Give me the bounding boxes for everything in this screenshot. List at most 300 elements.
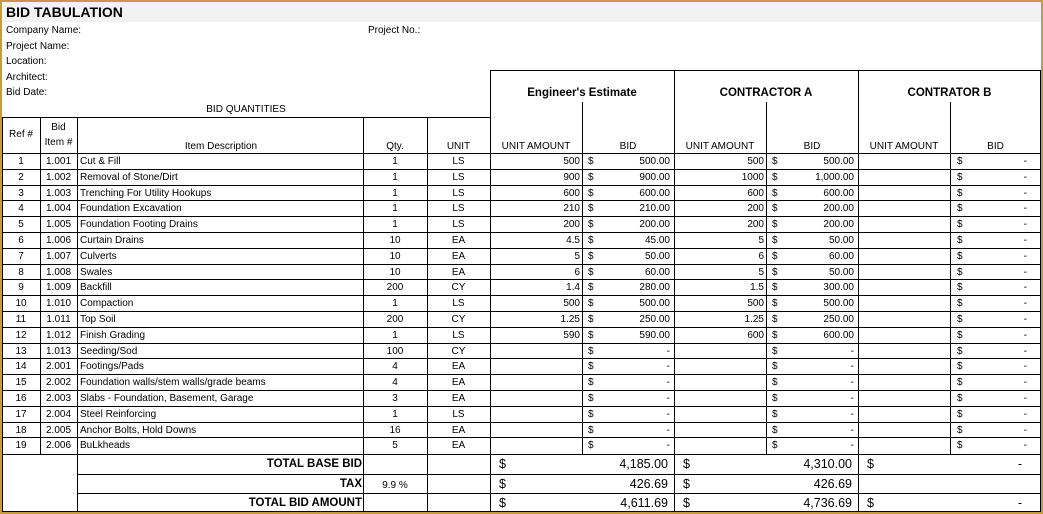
grid-line-v — [674, 70, 675, 512]
unit-cell: EA — [451, 440, 466, 452]
grid-line-h — [2, 295, 1041, 296]
ref-number: 18 — [15, 424, 27, 436]
ref-number: 16 — [15, 393, 27, 404]
bid-item-number: 1.012 — [45, 329, 72, 341]
unit-cell: CY — [451, 345, 466, 357]
b-bid-amount: - — [1023, 187, 1027, 199]
b-bid-amount: - — [1023, 219, 1027, 231]
eng-bid-amount: - — [666, 361, 670, 373]
currency-symbol: $ — [588, 156, 594, 167]
project-no-label: Project No.: — [368, 25, 421, 36]
eng-bid-header: BID — [619, 141, 637, 152]
item-description: Footings/Pads — [80, 361, 144, 373]
currency-symbol: $ — [772, 408, 778, 420]
item-description: Seeding/Sod — [80, 345, 138, 357]
currency-symbol: $ — [772, 361, 778, 373]
item-description: Backfill — [80, 282, 112, 294]
item-description: Steel Reinforcing — [80, 408, 157, 420]
currency-symbol: $ — [957, 219, 963, 231]
item-description: Cut & Fill — [80, 156, 121, 167]
eng-unit-amount: 900 — [563, 171, 580, 183]
currency-symbol: $ — [957, 440, 963, 452]
group-header: CONTRACTOR A — [719, 87, 813, 99]
qty-cell: 1 — [392, 219, 398, 231]
group-header: CONTRATOR B — [907, 87, 992, 99]
eng-bid-amount: - — [666, 393, 670, 404]
grid-line-h — [2, 169, 1041, 170]
unit-cell: CY — [451, 282, 466, 294]
currency-symbol: $ — [588, 266, 594, 278]
item-description: Top Soil — [80, 314, 116, 325]
unit-cell: EA — [451, 424, 466, 436]
grid-line-v — [2, 117, 3, 512]
header-field-label: Architect: — [6, 71, 48, 83]
item-description: Curtain Drains — [80, 235, 144, 246]
a-bid-amount: 600.00 — [823, 187, 854, 199]
currency-symbol: $ — [588, 424, 594, 436]
unit-cell: LS — [452, 187, 465, 199]
grid-line-h — [2, 406, 1041, 407]
b-bid-amount: - — [1023, 345, 1027, 357]
grid-line-v — [77, 117, 78, 512]
bid-item-number: 2.001 — [45, 361, 72, 373]
group-header: Engineer's Estimate — [527, 87, 637, 99]
eng-unit-amount: 500 — [563, 298, 580, 310]
a-unit-amount-header: UNIT AMOUNT — [685, 141, 755, 152]
a-bid-amount: 500.00 — [823, 298, 854, 310]
bid-item-number: 1.004 — [45, 203, 72, 215]
grid-line-h — [77, 474, 1041, 475]
item-description: Foundation Footing Drains — [80, 219, 198, 231]
eng-bid-amount: 500.00 — [639, 156, 670, 167]
unit-cell: EA — [451, 377, 466, 389]
eng-unit-amount: 590 — [563, 329, 580, 341]
b-bid-amount: - — [1023, 203, 1027, 215]
qty-cell: 1 — [392, 187, 398, 199]
item-description: Removal of Stone/Dirt — [80, 171, 178, 183]
ref-number: 8 — [18, 266, 24, 278]
ref-number: 4 — [18, 203, 24, 215]
item-description: Finish Grading — [80, 329, 146, 341]
a-bid-amount: 200.00 — [823, 219, 854, 231]
bid-quantities-label: BID QUANTITIES — [206, 104, 286, 115]
eng-bid-amount: - — [666, 377, 670, 389]
header-field-label: Location: — [6, 56, 47, 67]
currency-symbol: $ — [772, 203, 778, 215]
unit-cell: LS — [452, 171, 465, 183]
b-bid-amount: - — [1023, 377, 1027, 389]
bid-item-number: 1.007 — [45, 250, 72, 262]
a-bid-amount: 50.00 — [828, 235, 854, 246]
total-base-bid-label: TOTAL BASE BID — [266, 458, 362, 470]
item-description: Swales — [80, 266, 113, 278]
unit-cell: LS — [452, 408, 465, 420]
bid-item-number: 2.004 — [45, 408, 72, 420]
eng-bid-amount: 210.00 — [639, 203, 670, 215]
grid-line-h — [2, 248, 1041, 249]
ref-number: 6 — [18, 235, 24, 246]
a-unit-amount: 5 — [758, 266, 764, 278]
b-bid-amount: - — [1023, 266, 1027, 278]
currency-symbol: $ — [957, 329, 963, 341]
b-total-amount: - — [1017, 457, 1022, 471]
a-bid-amount: - — [850, 377, 854, 389]
eng-unit-amount: 6 — [574, 266, 580, 278]
eng-bid-amount: 250.00 — [639, 314, 670, 325]
a-bid-amount: - — [850, 408, 854, 420]
grid-line-h — [2, 264, 1041, 265]
ref-header: Ref # — [9, 129, 33, 140]
item-description: BuLkheads — [80, 440, 131, 452]
currency-symbol: $ — [772, 314, 778, 325]
a-unit-amount: 600 — [747, 329, 764, 341]
currency-symbol: $ — [772, 298, 778, 310]
eng-bid-amount: - — [666, 408, 670, 420]
currency-symbol: $ — [957, 266, 963, 278]
ref-number: 13 — [15, 345, 27, 357]
qty-cell: 4 — [392, 361, 398, 373]
currency-symbol: $ — [588, 345, 594, 357]
currency-symbol: $ — [588, 235, 594, 246]
a-unit-amount: 1000 — [741, 171, 764, 183]
eng-bid-amount: - — [666, 345, 670, 357]
grid-line-h — [2, 511, 1041, 512]
unit-cell: EA — [451, 250, 466, 262]
qty-cell: 10 — [389, 250, 401, 262]
a-bid-amount: - — [850, 345, 854, 357]
unit-cell: EA — [451, 393, 466, 404]
b-bid-amount: - — [1023, 393, 1027, 404]
a-total-amount: 426.69 — [813, 477, 852, 491]
currency-symbol: $ — [588, 361, 594, 373]
qty-cell: 10 — [389, 266, 401, 278]
currency-symbol: $ — [772, 377, 778, 389]
a-bid-amount: 250.00 — [823, 314, 854, 325]
unit-cell: LS — [452, 156, 465, 167]
grid-line-h — [2, 327, 1041, 328]
item-description: Slabs - Foundation, Basement, Garage — [80, 393, 254, 404]
a-unit-amount: 5 — [758, 235, 764, 246]
ref-number: 2 — [18, 171, 24, 183]
unit-cell: CY — [451, 314, 466, 325]
currency-symbol: $ — [772, 156, 778, 167]
b-bid-amount: - — [1023, 424, 1027, 436]
a-bid-amount: 600.00 — [823, 329, 854, 341]
unit-cell: EA — [451, 266, 466, 278]
eng-bid-amount: - — [666, 440, 670, 452]
currency-symbol: $ — [772, 345, 778, 357]
b-bid-amount: - — [1023, 235, 1027, 246]
eng-total-amount: 4,185.00 — [619, 457, 668, 471]
b-unit-amount-header: UNIT AMOUNT — [869, 141, 939, 152]
currency-symbol: $ — [588, 377, 594, 389]
grid-line-h — [2, 216, 1041, 217]
ref-number: 1 — [18, 156, 24, 167]
qty-cell: 10 — [389, 235, 401, 246]
eng-unit-amount: 210 — [563, 203, 580, 215]
b-bid-amount: - — [1023, 408, 1027, 420]
a-unit-amount: 200 — [747, 219, 764, 231]
item-description: Compaction — [80, 298, 134, 310]
currency-symbol: $ — [772, 266, 778, 278]
currency-symbol: $ — [683, 496, 690, 510]
b-bid-amount: - — [1023, 298, 1027, 310]
currency-symbol: $ — [588, 171, 594, 183]
currency-symbol: $ — [499, 496, 506, 510]
b-bid-amount: - — [1023, 156, 1027, 167]
a-bid-amount: - — [850, 393, 854, 404]
unit-cell: EA — [451, 235, 466, 246]
currency-symbol: $ — [957, 171, 963, 183]
eng-bid-amount: 60.00 — [644, 266, 670, 278]
a-unit-amount: 500 — [747, 298, 764, 310]
eng-bid-amount: 900.00 — [639, 171, 670, 183]
bid-item-number: 1.005 — [45, 219, 72, 231]
a-unit-amount: 6 — [758, 250, 764, 262]
currency-symbol: $ — [957, 298, 963, 310]
grid-line-h — [2, 454, 1041, 455]
currency-symbol: $ — [772, 440, 778, 452]
b-bid-amount: - — [1023, 440, 1027, 452]
currency-symbol: $ — [772, 393, 778, 404]
currency-symbol: $ — [588, 329, 594, 341]
item-description: Anchor Bolts, Hold Downs — [80, 424, 197, 436]
grid-line-v — [582, 102, 583, 454]
currency-symbol: $ — [683, 477, 690, 491]
qty-cell: 5 — [392, 440, 398, 452]
eng-bid-amount: - — [666, 424, 670, 436]
item-description: Culverts — [80, 250, 117, 262]
bid-item-header-line2: Item # — [44, 137, 73, 148]
unit-cell: LS — [452, 329, 465, 341]
currency-symbol: $ — [957, 408, 963, 420]
a-total-amount: 4,310.00 — [803, 457, 852, 471]
grid-line-h — [2, 232, 1041, 233]
a-bid-amount: 60.00 — [828, 250, 854, 262]
currency-symbol: $ — [499, 457, 506, 471]
eng-unit-amount: 600 — [563, 187, 580, 199]
sheet-title: BID TABULATION — [6, 4, 123, 20]
a-bid-amount: - — [850, 361, 854, 373]
grid-line-h — [2, 311, 1041, 312]
qty-cell: 1 — [392, 408, 398, 420]
bid-item-number: 1.013 — [45, 345, 72, 357]
ref-number: 11 — [15, 314, 27, 325]
currency-symbol: $ — [683, 457, 690, 471]
currency-symbol: $ — [772, 329, 778, 341]
eng-total-amount: 426.69 — [629, 477, 668, 491]
qty-cell: 100 — [386, 345, 404, 357]
grid-line-h — [2, 374, 1041, 375]
grid-line-h — [77, 493, 1041, 494]
a-bid-amount: 50.00 — [828, 266, 854, 278]
grid-line-v — [40, 117, 41, 454]
bid-item-number: 1.002 — [45, 171, 72, 183]
bid-item-number: 1.003 — [45, 187, 72, 199]
qty-cell: 200 — [386, 282, 404, 294]
grid-line-h — [2, 200, 1041, 201]
a-unit-amount: 1.25 — [744, 314, 764, 325]
unit-cell: LS — [452, 203, 465, 215]
item-description: Foundation Excavation — [80, 203, 182, 215]
grid-line-h — [2, 390, 1041, 391]
a-bid-amount: 500.00 — [823, 156, 854, 167]
a-unit-amount: 500 — [747, 156, 764, 167]
a-bid-amount: 200.00 — [823, 203, 854, 215]
currency-symbol: $ — [588, 282, 594, 294]
qty-cell: 1 — [392, 203, 398, 215]
bid-item-number: 2.006 — [45, 440, 72, 452]
qty-cell: 3 — [392, 393, 398, 404]
qty-cell: 1 — [392, 156, 398, 167]
item-description: Trenching For Utility Hookups — [80, 187, 212, 199]
bid-item-number: 2.003 — [45, 393, 72, 404]
bid-item-number: 1.006 — [45, 235, 72, 246]
a-unit-amount: 1.5 — [750, 282, 764, 294]
ref-number: 5 — [18, 219, 24, 231]
a-bid-amount: 300.00 — [823, 282, 854, 294]
eng-unit-amount: 1.4 — [566, 282, 580, 294]
a-unit-amount: 200 — [747, 203, 764, 215]
bid-tabulation-sheet — [2, 2, 1041, 512]
eng-unit-amount: 500 — [563, 156, 580, 167]
currency-symbol: $ — [867, 457, 874, 471]
grid-line-v — [766, 102, 767, 454]
eng-bid-amount: 45.00 — [644, 235, 670, 246]
bid-item-number: 1.009 — [45, 282, 72, 294]
header-field-label: Company Name: — [6, 25, 82, 36]
currency-symbol: $ — [772, 250, 778, 262]
currency-symbol: $ — [957, 250, 963, 262]
grid-line-h — [2, 358, 1041, 359]
currency-symbol: $ — [588, 219, 594, 231]
grid-line-v — [858, 70, 859, 512]
currency-symbol: $ — [772, 187, 778, 199]
eng-total-amount: 4,611.69 — [620, 496, 668, 510]
eng-unit-amount: 5 — [574, 250, 580, 262]
grid-line-v — [490, 70, 491, 512]
ref-number: 19 — [15, 440, 27, 452]
b-bid-amount: - — [1023, 314, 1027, 325]
grid-line-h — [2, 422, 1041, 423]
a-bid-header: BID — [803, 141, 821, 152]
grid-line-h — [2, 343, 1041, 344]
total-bid-amount-label: TOTAL BID AMOUNT — [248, 497, 362, 509]
item-description-header: Item Description — [184, 141, 258, 152]
tax-label: TAX — [339, 478, 362, 490]
qty-header: Qty. — [386, 141, 404, 152]
currency-symbol: $ — [588, 393, 594, 404]
grid-line-v — [427, 117, 428, 512]
header-field-label: Project Name: — [6, 40, 70, 52]
bid-item-number: 1.001 — [45, 156, 72, 167]
ref-number: 9 — [18, 282, 24, 294]
eng-bid-amount: 200.00 — [639, 219, 670, 231]
unit-cell: EA — [451, 361, 466, 373]
ref-number: 10 — [15, 298, 27, 310]
bid-item-number: 2.005 — [45, 424, 72, 436]
b-bid-amount: - — [1023, 171, 1027, 183]
b-total-amount: - — [1017, 496, 1022, 510]
eng-bid-amount: 600.00 — [639, 187, 670, 199]
header-field-label: Bid Date: — [6, 87, 48, 98]
currency-symbol: $ — [588, 187, 594, 199]
a-unit-amount: 600 — [747, 187, 764, 199]
qty-cell: 200 — [386, 314, 404, 325]
currency-symbol: $ — [588, 250, 594, 262]
grid-line-v — [1040, 70, 1041, 512]
currency-symbol: $ — [772, 424, 778, 436]
ref-number: 17 — [15, 408, 27, 420]
b-bid-amount: - — [1023, 250, 1027, 262]
a-total-amount: 4,736.69 — [803, 496, 852, 510]
currency-symbol: $ — [957, 314, 963, 325]
qty-cell: 1 — [392, 171, 398, 183]
eng-unit-amount-header: UNIT AMOUNT — [501, 141, 571, 152]
eng-unit-amount: 200 — [563, 219, 580, 231]
ref-number: 7 — [18, 250, 24, 262]
eng-bid-amount: 280.00 — [639, 282, 670, 294]
ref-number: 14 — [15, 361, 27, 373]
currency-symbol: $ — [957, 377, 963, 389]
unit-header: UNIT — [446, 141, 471, 152]
qty-cell: 4 — [392, 377, 398, 389]
ref-number: 3 — [18, 187, 24, 199]
currency-symbol: $ — [588, 314, 594, 325]
eng-unit-amount: 1.25 — [560, 314, 580, 325]
currency-symbol: $ — [957, 424, 963, 436]
grid-line-h — [2, 153, 1041, 154]
currency-symbol: $ — [772, 171, 778, 183]
eng-bid-amount: 50.00 — [644, 250, 670, 262]
tax-rate: 9.9 % — [382, 480, 408, 491]
grid-line-v — [363, 117, 364, 512]
currency-symbol: $ — [957, 345, 963, 357]
bid-item-number: 1.011 — [46, 314, 71, 325]
qty-cell: 1 — [392, 329, 398, 341]
grid-line-h — [2, 185, 1041, 186]
currency-symbol: $ — [772, 235, 778, 246]
currency-symbol: $ — [867, 496, 874, 510]
b-bid-amount: - — [1023, 282, 1027, 294]
item-description: Foundation walls/stem walls/grade beams — [80, 377, 266, 389]
b-bid-amount: - — [1023, 329, 1027, 341]
bid-item-number: 2.002 — [45, 377, 72, 389]
a-bid-amount: - — [850, 440, 854, 452]
currency-symbol: $ — [772, 282, 778, 294]
eng-unit-amount: 4.5 — [566, 235, 580, 246]
currency-symbol: $ — [772, 219, 778, 231]
b-bid-header: BID — [987, 141, 1004, 152]
bid-item-number: 1.010 — [45, 298, 72, 310]
a-bid-amount: 1,000.00 — [815, 171, 854, 183]
title-band — [2, 2, 1041, 22]
currency-symbol: $ — [957, 203, 963, 215]
grid-line-v — [950, 102, 951, 454]
bid-item-number: 1.008 — [45, 266, 72, 278]
currency-symbol: $ — [957, 187, 963, 199]
grid-line-h — [2, 437, 1041, 438]
unit-cell: LS — [452, 219, 465, 231]
ref-number: 15 — [15, 377, 27, 389]
eng-bid-amount: 590.00 — [639, 329, 670, 341]
currency-symbol: $ — [957, 156, 963, 167]
qty-cell: 1 — [392, 298, 398, 310]
grid-line-h — [490, 70, 1041, 71]
currency-symbol: $ — [957, 282, 963, 294]
ref-number: 12 — [15, 329, 27, 341]
currency-symbol: $ — [957, 361, 963, 373]
